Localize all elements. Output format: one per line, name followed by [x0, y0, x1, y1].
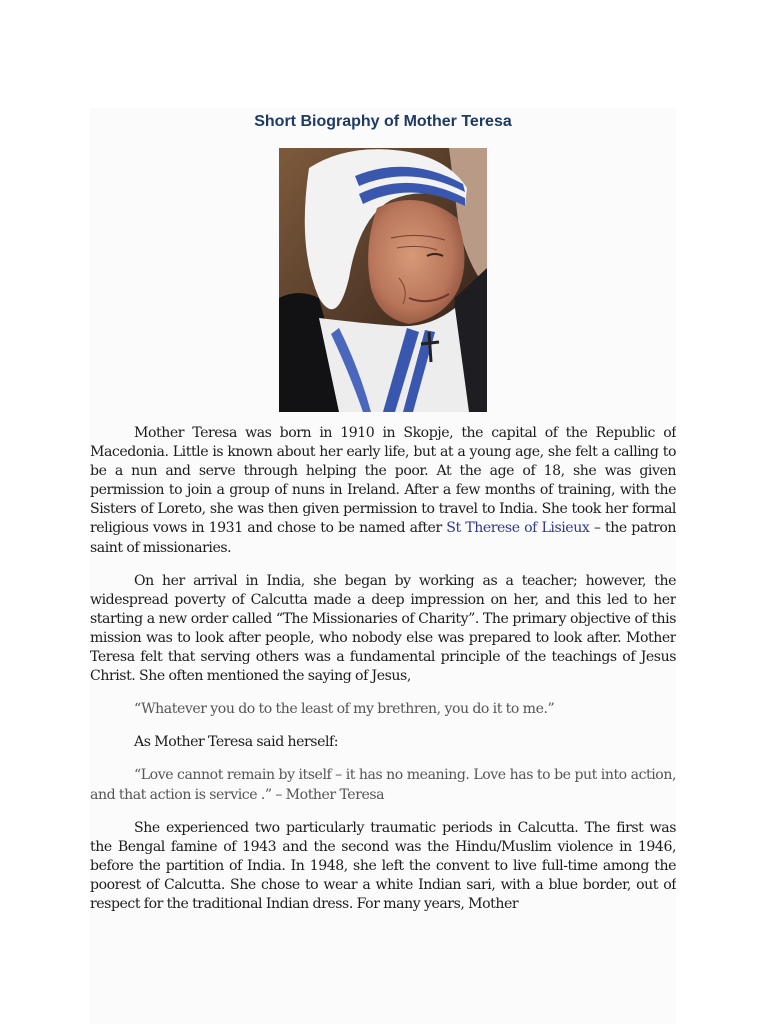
paragraph [90, 424, 676, 558]
paragraph: On her arrival in India, she began by working as a teacher; however, the widespread poverty of Calcutta made a deep impression on her, and this led to her starting a new order called “The Missionaries of Charity”. The primary objective of this mission was to look after people, who nobody else was prepared to look after. Mother Teresa felt that serving others was a fundamental principle of the teachings of Jesus Christ. She often mentioned the saying of Jesus, [90, 572, 676, 685]
page-content [90, 108, 676, 1024]
quote: “Whatever you do to the least of my brethren, you do it to me.” [134, 701, 555, 718]
paragraph-text: Mother Teresa was born in 1910 in Skopje, the capital of the Republic of Macedonia. Little is known about her early life, but at a young age, she felt a calling to be a nun and serve through helping the poor. At the age of 18, she was given permission to join a group of nuns in Ireland. After a few months of training, with the Sisters of Loreto, she was then given permission to travel to India. She took her formal religious vows in 1931 and chose to be named after [90, 425, 676, 537]
paragraph-text: – the patron saint of missionaries. [90, 520, 676, 556]
paragraph: She experienced two particularly traumatic periods in Calcutta. The first was the Bengal famine of 1943 and the second was the Hindu/Muslim violence in 1946, before the partition of India. In 1948, she left the convent to live full-time among the poorest of Calcutta. She chose to wear a white Indian sari, with a blue border, out of respect for the traditional Indian dress. For many years, Mother [90, 819, 676, 912]
body-text [90, 424, 676, 914]
quote: “Love cannot remain by itself – it has no meaning. Love has to be put into action, and that action is service .” – Mother Teresa [90, 767, 676, 803]
mother-teresa-photo [279, 148, 487, 412]
document-title: Short Biography of Mother Teresa [254, 113, 512, 130]
link-st-therese[interactable]: St Therese of Lisieux [446, 520, 590, 537]
paragraph: As Mother Teresa said herself: [134, 734, 339, 751]
